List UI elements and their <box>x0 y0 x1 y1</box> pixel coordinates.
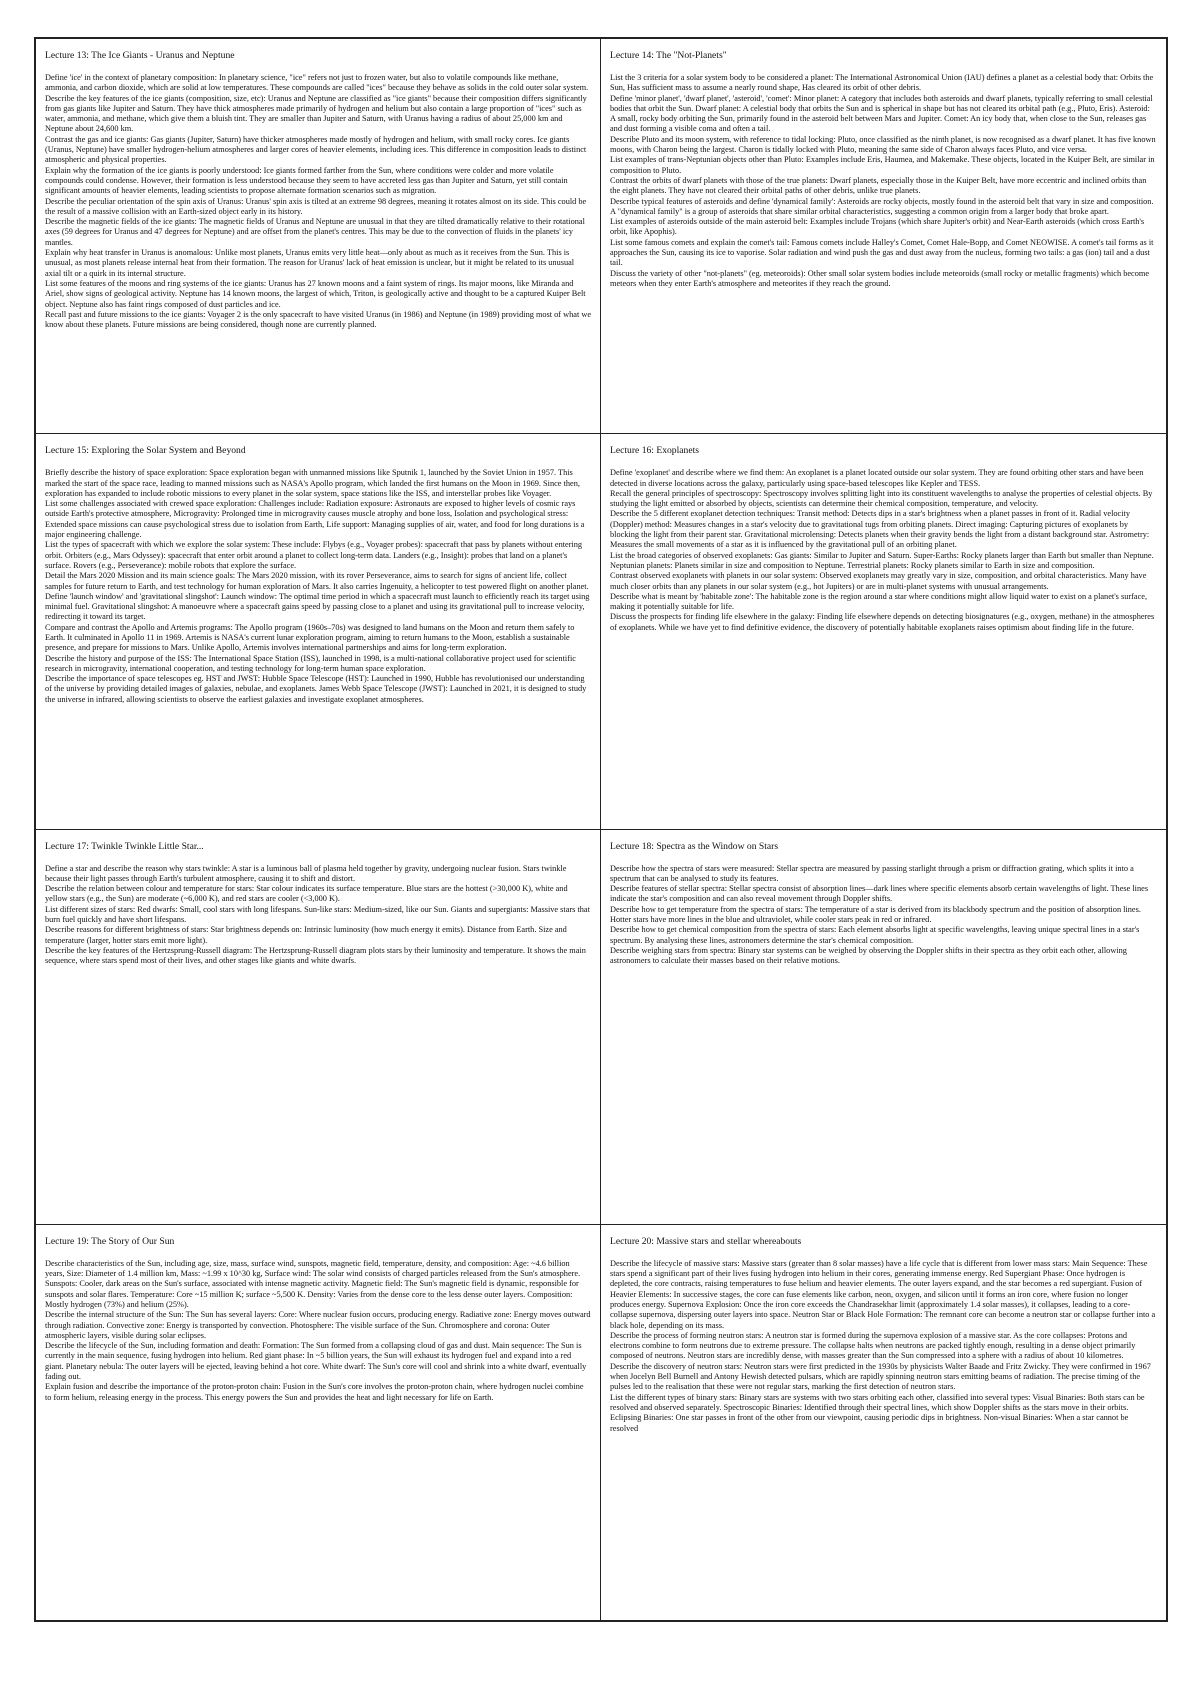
lecture-notes-list <box>610 73 1157 289</box>
lecture-cell <box>601 830 1166 1225</box>
lecture-note-line: List examples of asteroids outside of the main asteroid belt: Examples include Trojans (which share Jupiter's orbit) and Near-Earth asteroids (which cross Earth's orbit, like Apophis). <box>610 217 1145 237</box>
lecture-note-line: Describe what is meant by 'habitable zone': The habitable zone is the region around a star where conditions might allow liquid water to exist on a planet's surface, making it potentially suitable for life. <box>610 591 1148 612</box>
lecture-note-line: Contrast observed exoplanets with planets in our solar system: Observed exoplanets may greatly vary in size, composition, and orbital characteristics. Many have much closer orbits than any planets in our solar system (e.g., hot Jupiters) or are in multi-planet systems with unusual arrangements. <box>610 571 1147 591</box>
lecture-note-line: Describe Pluto and its moon system, with reference to tidal locking: Pluto, once classified as the ninth planet, is now recognised as a dwarf planet. It has five known moons, with Charon being the largest. Charon is tidally locked with Pluto, meaning the same side of Charon always faces Pluto, and vice versa. <box>610 134 1156 155</box>
lecture-notes-list <box>45 468 591 705</box>
lecture-note-line: Compare and contrast the Apollo and Artemis programs: The Apollo program (1960s–70s) was designed to land humans on the Moon and return them safely to Earth. It culminated in Apollo 11 in 1969. Artemis is NASA's current lunar exploration program, aiming to return humans to the Moon, establish a sustainable presence, and prepare for missions to Mars. Unlike Apollo, Artemis involves international partnerships and aims for long-term exploration. <box>45 622 575 653</box>
lecture-note-line: Describe how to get temperature from the spectra of stars: The temperature of a star is derived from its blackbody spectrum and the position of absorption lines. Hotter stars have more lines in the blue and ultraviolet, while cooler stars peak in red or infrared. <box>610 904 1141 924</box>
lecture-note-line: Describe how to get chemical composition from the spectra of stars: Each element absorbs light at specific wavelengths, leaving unique spectral lines in a star's spectrum. By analysing these lines, astronomers determine the star's chemical composition. <box>610 925 1140 945</box>
lecture-note-line: Describe the lifecycle of the Sun, including formation and death: Formation: The Sun formed from a collapsing cloud of gas and dust. Main sequence: The Sun is currently in the main sequence, fusing hydrogen into helium. Red giant phase: In ~5 billion years, the Sun will exhaust its hydrogen fuel and expand into a red giant. Planetary nebula: The outer layers will be ejected, leaving behind a hot core. White dwarf: The Sun's core will cool and shrink into a white dwarf, eventually fading out. <box>45 1341 587 1382</box>
lecture-note-line: List some famous comets and explain the comet's tail: Famous comets include Halley's Comet, Comet Hale-Bopp, and Comet NEOWISE. A comet's tail forms as it approaches the Sun, causing its ice to vaporise. Solar radiation and wind push the gas and dust away from the nucleus, forming two tails: a gas (ion) tail and a dust tail. <box>610 237 1154 268</box>
lecture-cell <box>601 1225 1166 1620</box>
lecture-note-line: Discuss the prospects for finding life elsewhere in the galaxy: Finding life elsewhere depends on detecting biosignatures (e.g., oxygen, methane) in the atmospheres of exoplanets. While we have yet to find definitive evidence, the discovery of potentially habitable exoplanets raises optimism about finding life in the future. <box>610 612 1155 632</box>
lecture-note-line: List the 3 criteria for a solar system body to be considered a planet: The International Astronomical Union (IAU) defines a planet as a celestial body that: Orbits the Sun, Has sufficient mass to assume a nearly round shape, Has cleared its orbit of other debris. <box>610 73 1154 93</box>
lecture-note-line: Describe the 5 different exoplanet detection techniques: Transit method: Detects dips in a star's brightness when a planet passes in front of it. Radial velocity (Doppler) method: Measures changes in a star's velocity due to gravitational tugs from orbiting planets. Direct imaging: Capturing pictures of exoplanets by blocking the light from their parent star. Gravitational microlensing: Detects planets when their gravity bends the light from a distant background star. Astrometry: Measures the small movements of a star as it is influenced by the gravitational pull of an orbiting planet. <box>610 509 1150 550</box>
lecture-title: Lecture 17: Twinkle Twinkle Little Star... <box>45 840 204 852</box>
lecture-note-line: List the types of spacecraft with which we explore the solar system: These include: Flybys (e.g., Voyager probes): spacecraft that pass by planets without entering orbit. Orbiters (e.g., Mars Odyssey): spacecraft that enter orbit around a planet to collect long-term data. Landers (e.g., Insight): probes that land on a planet's surface. Rovers (e.g., Perseverance): mobile robots that explore the surface. <box>45 540 583 570</box>
lecture-note-line: Describe weighing stars from spectra: Binary star systems can be weighed by observing the Doppler shifts in their spectra as they orbit each other, allowing astronomers to calculate their masses based on their relative motions. <box>610 945 1127 966</box>
lecture-title: Lecture 13: The Ice Giants - Uranus and Neptune <box>45 50 235 61</box>
lecture-cell <box>36 1225 601 1620</box>
lecture-notes-list <box>610 468 1157 633</box>
lecture-title: Lecture 19: The Story of Our Sun <box>45 1235 175 1247</box>
lecture-note-line: Describe the magnetic fields of the ice giants: The magnetic fields of Uranus and Neptune are unusual in that they are tilted dramatically relative to their rotational axes (59 degrees for Uranus and 47 degrees for Neptune) and are offset from the planet's centres. This may be due to the convection of fluids in the planets' icy mantles. <box>45 217 585 247</box>
lecture-note-line: Describe features of stellar spectra: Stellar spectra consist of absorption lines—dark lines where specific elements absorb certain wavelengths of light. These lines indicate the star's composition and can also reveal movement through Doppler shifts. <box>610 884 1149 904</box>
lecture-note-line: Define a star and describe the reason why stars twinkle: A star is a luminous ball of plasma held together by gravity, undergoing nuclear fusion. Stars twinkle because their light passes through Earth's turbulent atmosphere, causing it to shift and distort. <box>45 863 567 883</box>
lecture-note-line: Detail the Mars 2020 Mission and its main science goals: The Mars 2020 mission, with its rover Perseverance, aims to search for signs of ancient life, collect samples for future return to Earth, and test technology for human exploration of Mars. It also carries Ingenuity, a helicopter to test powered flight on another planet. <box>45 571 589 591</box>
lecture-cell <box>601 434 1166 829</box>
lecture-note-line: Contrast the orbits of dwarf planets with those of the true planets: Dwarf planets, especially those in the Kuiper Belt, have more eccentric and inclined orbits than the eight planets. They have not cleared their orbital paths of other debris, unlike true planets. <box>610 175 1147 196</box>
lecture-note-line: Describe the internal structure of the Sun: The Sun has several layers: Core: Where nuclear fusion occurs, producing energy. Radiative zone: Energy moves outward through radiation. Convective zone: Energy is transported by convection. Photosphere: The visible surface of the Sun. Chromosphere and corona: Outer atmospheric layers, visible during solar eclipses. <box>45 1310 591 1340</box>
lecture-note-line: Describe the key features of the ice giants (composition, size, etc): Uranus and Neptune are classified as "ice giants" because their composition differs significantly from gas giants like Jupiter and Saturn. They have thick atmospheres made primarily of hydrogen and helium but also contain a large proportion of "ices" such as water, ammonia, and methane, which give them a bluish tint. They are smaller than Jupiter and Saturn, with Uranus having a radius of about 25,000 km and Neptune about 24,600 km. <box>45 93 587 134</box>
lecture-note-line: Describe how the spectra of stars were measured: Stellar spectra are measured by passing starlight through a prism or diffraction grating, which splits it into a spectrum that can be analysed to study its features. <box>610 863 1134 883</box>
lecture-note-line: Describe the process of forming neutron stars: A neutron star is formed during the supernova explosion of a massive star. As the core collapses: Protons and electrons combine to form neutrons due to extreme pressure. The collapse halts when neutrons are packed tightly enough, resulting in a dense object primarily composed of neutrons. Neutron stars are incredibly dense, with masses greater than the Sun compressed into a sphere with a radius of about 10 kilometres. <box>610 1330 1136 1361</box>
lecture-notes-list <box>610 1259 1157 1434</box>
lecture-notes-grid <box>34 37 1168 1622</box>
lecture-note-line: Discuss the variety of other "not-planets" (eg. meteoroids): Other small solar system bodies include meteoroids (small rocky or metallic fragments) which become meteors when they enter Earth's atmosphere and meteorites if they reach the ground. <box>610 268 1150 288</box>
lecture-note-line: Describe reasons for different brightness of stars: Star brightness depends on: Intrinsic luminosity (how much energy it emits). Distance from Earth. Size and temperature (larger, hotter stars emit more light). <box>45 925 567 945</box>
lecture-note-line: Recall the general principles of spectroscopy: Spectroscopy involves splitting light into its constituent wavelengths to analyse the properties of celestial objects. By studying the light emitted or absorbed by objects, scientists can determine their chemical composition, temperature, and velocity. <box>610 488 1153 509</box>
lecture-note-line: Define 'ice' in the context of planetary composition: In planetary science, "ice" refers not just to frozen water, but also to volatile compounds like methane, ammonia, and carbon dioxide, which are solid at low temperatures. These compounds are called "ices" because they behave as solids in the cold outer solar system. <box>45 73 589 93</box>
lecture-note-line: Explain why heat transfer in Uranus is anomalous: Unlike most planets, Uranus emits very little heat—only about as much as it receives from the Sun. This is unusual, as most planets release internal heat from their formation. The reason for Uranus' lack of heat emission is unclear, but it might be related to its unusual axial tilt or a quirk in its internal structure. <box>45 248 575 278</box>
lecture-notes-list <box>45 1259 591 1403</box>
lecture-note-line: Describe the lifecycle of massive stars: Massive stars (greater than 8 solar masses) have a life cycle that is different from lower mass stars: Main Sequence: These stars spend a significant part of their lives fusing hydrogen into helium in their cores, generating immense energy. Red Supergiant Phase: Once hydrogen is depleted, the core contracts, raising temperatures to fuse helium and heavier elements. The outer layers expand, and the star becomes a red supergiant. Fusion of Heavier Elements: In successive stages, the core can fuse elements like carbon, neon, oxygen, and silicon until it forms an iron core, where fusion no longer produces energy. Supernova Explosion: Once the iron core exceeds the Chandrasekhar limit (approximately 1.4 solar masses), it collapses, leading to a core-collapse supernova, dispersing outer layers into space. Neutron Star or Black Hole Formation: The remnant core can become a neutron star or collapse further into a black hole, depending on its mass. <box>610 1258 1156 1330</box>
lecture-cell <box>36 434 601 829</box>
lecture-notes-list <box>45 864 591 967</box>
lecture-note-line: Describe characteristics of the Sun, including age, size, mass, surface wind, sunspots, magnetic field, temperature, density, and composition: Age: ~4.6 billion years, Size: Diameter of 1.4 million km, Mass: ~1.99 x 10^30 kg, Surface wind: The solar wind consists of charged particles released from the Sun's atmosphere. Sunspots: Cooler, dark areas on the Sun's surface, associated with intense magnetic activity. Magnetic field: The Sun's magnetic field is dynamic, responsible for sunspots and solar flares. Temperature: Core ~15 million K; surface ~5,500 K. Density: Varies from the dense core to the less dense outer layers. Composition: Mostly hydrogen (73%) and helium (25%). <box>45 1258 581 1309</box>
lecture-title: Lecture 14: The "Not-Planets" <box>610 50 727 61</box>
lecture-note-line: List examples of trans-Neptunian objects other than Pluto: Examples include Eris, Haumea, and Makemake. These objects, located in the Kuiper Belt, are similar in composition to Pluto. <box>610 155 1155 175</box>
lecture-note-line: List different sizes of stars: Red dwarfs: Small, cool stars with long lifespans. Sun-like stars: Medium-sized, like our Sun. Giants and supergiants: Massive stars that burn fuel quickly and have short lifespans. <box>45 904 590 924</box>
lecture-cell <box>36 830 601 1225</box>
lecture-note-line: Contrast the gas and ice giants: Gas giants (Jupiter, Saturn) have thicker atmospheres made mostly of hydrogen and helium, with small rocky cores. Ice giants (Uranus, Neptune) have smaller hydrogen-helium atmospheres and larger cores of heavier elements, including ices. This difference in composition leads to distinct atmospheric and physical properties. <box>45 134 587 165</box>
lecture-note-line: Describe the importance of space telescopes eg. HST and JWST: Hubble Space Telescope (HST): Launched in 1990, Hubble has revolutionised our understanding of the universe by providing detailed images of galaxies, nebulae, and exoplanets. James Webb Space Telescope (JWST): Launched in 2021, it is designed to study the universe in infrared, allowing scientists to observe the earliest galaxies and investigate exoplanet atmospheres. <box>45 674 587 704</box>
lecture-note-line: List the broad categories of observed exoplanets: Gas giants: Similar to Jupiter and Saturn. Super-Earths: Rocky planets larger than Earth but smaller than Neptune. Neptunian planets: Planets similar in size and composition to Neptune. Terrestrial planets: Rocky planets similar to Earth in size and composition. <box>610 550 1154 570</box>
lecture-note-line: Define 'exoplanet' and describe where we find them: An exoplanet is a planet located outside our solar system. They are found orbiting other stars and have been detected in diverse locations across the galaxy, particularly using space-based telescopes like Kepler and TESS. <box>610 468 1144 488</box>
lecture-note-line: Describe the peculiar orientation of the spin axis of Uranus: Uranus' spin axis is tilted at an extreme 98 degrees, meaning it rotates almost on its side. This could be the result of a massive collision with an Earth-sized object early in its history. <box>45 196 587 216</box>
lecture-note-line: Describe typical features of asteroids and define 'dynamical family': Asteroids are rocky objects, mostly found in the asteroid belt that vary in size and composition. A "dynamical family" is a group of asteroids that share similar orbital characteristics, suggesting a common origin from a larger body that broke apart. <box>610 196 1154 216</box>
lecture-note-line: List some features of the moons and ring systems of the ice giants: Uranus has 27 known moons and a faint system of rings. Its major moons, like Miranda and Ariel, show signs of geological activity. Neptune has 14 known moons, the largest of which, Triton, is geologically active and thought to be a captured Kuiper Belt object. Neptune also has faint rings composed of dust particles and ice. <box>45 278 586 309</box>
lecture-title: Lecture 18: Spectra as the Window on Stars <box>610 840 779 852</box>
lecture-note-line: Describe the key features of the Hertzsprung-Russell diagram: The Hertzsprung-Russell diagram plots stars by their luminosity and temperature. It shows the main sequence, where stars spend most of their lives, and other stages like giants and white dwarfs. <box>45 945 586 966</box>
lecture-title: Lecture 15: Exploring the Solar System and Beyond <box>45 445 246 457</box>
lecture-cell <box>36 39 601 434</box>
lecture-note-line: Define 'launch window' and 'gravitational slingshot': Launch window: The optimal time period in which a spacecraft must launch to efficiently reach its target using minimal fuel. Gravitational slingshot: A manoeuvre where a spacecraft gains speed by passing close to a planet and using its gravitational pull to increase velocity, redirecting it toward its target. <box>45 591 590 622</box>
lecture-title: Lecture 20: Massive stars and stellar whereabouts <box>610 1235 802 1247</box>
lecture-note-line: Briefly describe the history of space exploration: Space exploration began with unmanned missions like Sputnik 1, launched by the Soviet Union in 1957. This marked the start of the space race, leading to manned missions such as NASA's Apollo program, which landed the first humans on the Moon in 1969. Since then, exploration has expanded to include robotic missions to every planet in the solar system, space stations like the ISS, and interstellar probes like Voyager. <box>45 468 580 498</box>
lecture-notes-list <box>610 864 1157 967</box>
lecture-note-line: Describe the discovery of neutron stars: Neutron stars were first predicted in the 1930s by physicists Walter Baade and Fritz Zwicky. They were confirmed in 1967 when Jocelyn Bell Burnell and Antony Hewish detected pulsars, which are rapidly spinning neutron stars emitting beams of radiation. The precise timing of the pulses led to the realisation that these were not regular stars, marking the first detection of neutron stars. <box>610 1361 1151 1392</box>
lecture-note-line: Define 'minor planet', 'dwarf planet', 'asteroid', 'comet': Minor planet: A category that includes both asteroids and dwarf planets, typically referring to small celestial bodies that orbit the Sun. Dwarf planet: A celestial body that orbits the Sun and is spherical in shape but has not cleared its orbital path (e.g., Pluto, Eris). Asteroid: A small, rocky body orbiting the Sun, primarily found in the asteroid belt between Mars and Jupiter. Comet: An icy body that, when close to the Sun, releases gas and dust forming a visible coma and often a tail. <box>610 93 1153 134</box>
lecture-note-line: Explain why the formation of the ice giants is poorly understood: Ice giants formed farther from the Sun, where conditions were colder and more volatile compounds could condense. However, their formation is less understood because they seem to have accreted less gas than Jupiter and Saturn, yet still contain significant amounts of heavier elements, leading scientists to propose alternate formation scenarios such as migration. <box>45 165 568 196</box>
lecture-note-line: Recall past and future missions to the ice giants: Voyager 2 is the only spacecraft to have visited Uranus (in 1986) and Neptune (in 1989) providing most of what we know about these planets. Future missions are being considered, though none are currently planned. <box>45 309 592 330</box>
lecture-note-line: Describe the relation between colour and temperature for stars: Star colour indicates its surface temperature. Blue stars are the hottest (>30,000 K), white and yellow stars (e.g., the Sun) are moderate (~6,000 K), and red stars are cooler (<3,000 K). <box>45 884 568 904</box>
lecture-note-line: Describe the history and purpose of the ISS: The International Space Station (ISS), launched in 1998, is a multi-national collaborative project used for scientific research in microgravity, international cooperation, and testing technology for long-term human space exploration. <box>45 653 576 673</box>
lecture-title: Lecture 16: Exoplanets <box>610 445 699 457</box>
lecture-notes-list <box>45 73 591 330</box>
lecture-cell <box>601 39 1166 434</box>
lecture-note-line: List the different types of binary stars: Binary stars are systems with two stars orbiting each other, classified into several types: Visual Binaries: Both stars can be resolved and observed separately. Spectroscopic Binaries: Identified through their spectral lines, which show Doppler shifts as the stars move in their orbits. Eclipsing Binaries: One star passes in front of the other from our viewpoint, causing periodic dips in brightness. Non-visual Binaries: When a star cannot be resolved <box>610 1392 1145 1433</box>
lecture-note-line: List some challenges associated with crewed space exploration: Challenges include: Radiation exposure: Astronauts are exposed to higher levels of cosmic rays outside Earth's protective atmosphere, Microgravity: Prolonged time in microgravity causes muscle atrophy and bone loss, Isolation and psychological stress: Extended space missions can cause psychological stress due to isolation from Earth, Life support: Managing supplies of air, water, and food for long durations is a major engineering challenge. <box>45 499 585 540</box>
lecture-note-line: Explain fusion and describe the importance of the proton-proton chain: Fusion in the Sun's core involves the proton-proton chain, where hydrogen nuclei combine to form helium, releasing energy in the process. This energy powers the Sun and provides the heat and light necessary for life on Earth. <box>45 1382 584 1402</box>
